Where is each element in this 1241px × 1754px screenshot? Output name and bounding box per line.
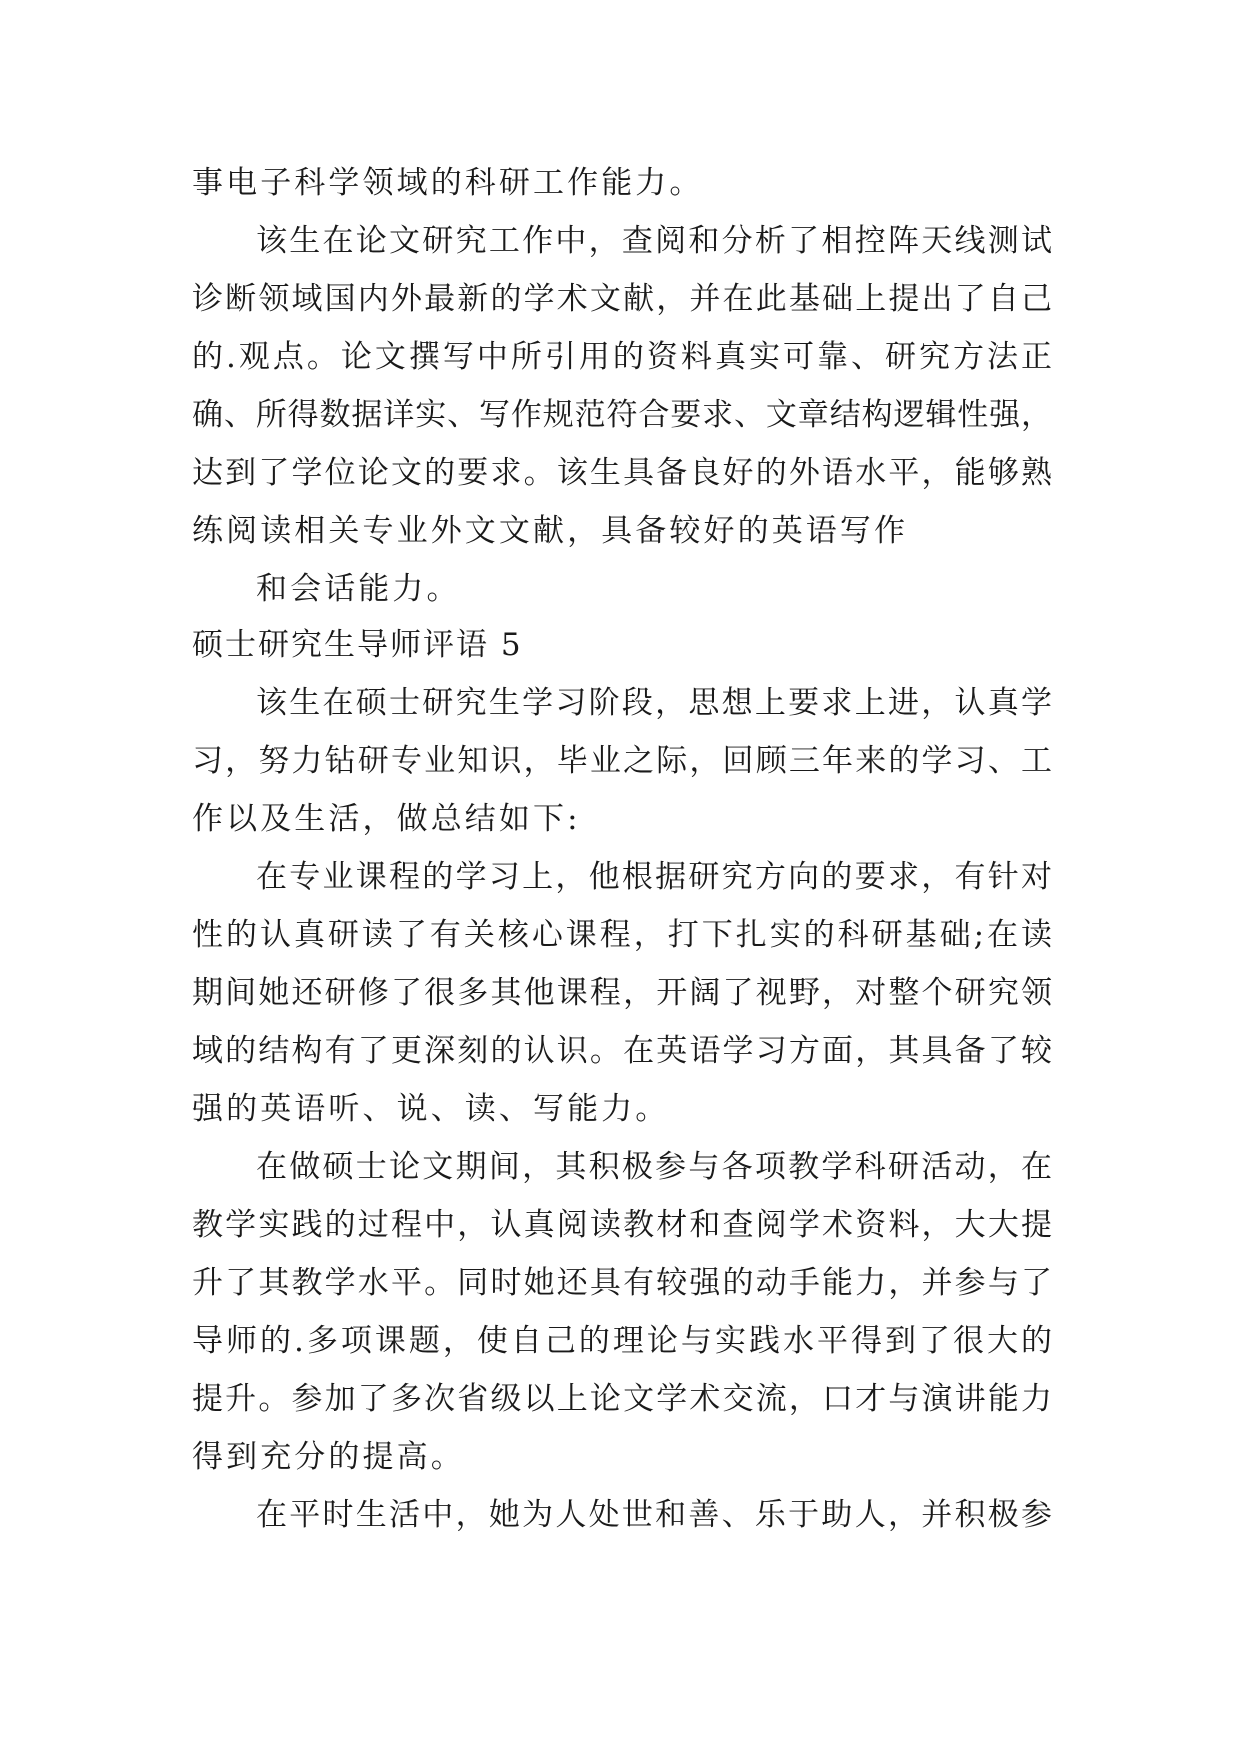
text-line: 强的英语听、说、读、写能力。	[192, 1091, 670, 1127]
text-line: 导师的.多项课题，使自己的理论与实践水平得到了很大的	[192, 1323, 1052, 1359]
text-line: 确、所得数据详实、写作规范符合要求、文章结构逻辑性强，	[192, 397, 1052, 433]
section-heading: 硕士研究生导师评语 5	[192, 627, 523, 663]
paragraph-first-line: 该生在硕士研究生学习阶段，思想上要求上进，认真学	[256, 685, 1052, 721]
paragraph-first-line: 在平时生活中，她为人处世和善、乐于助人，并积极参	[256, 1497, 1052, 1533]
text-line: 作以及生活，做总结如下:	[192, 801, 581, 837]
text-line: 事电子科学领域的科研工作能力。	[192, 165, 704, 201]
text-line: 练阅读相关专业外文文献，具备较好的英语写作	[192, 513, 909, 549]
paragraph-first-line: 在专业课程的学习上，他根据研究方向的要求，有针对	[256, 859, 1052, 895]
paragraph-first-line: 在做硕士论文期间，其积极参与各项教学科研活动，在	[256, 1149, 1052, 1185]
text-line: 升了其教学水平。同时她还具有较强的动手能力，并参与了	[192, 1265, 1052, 1301]
text-line: 诊断领域国内外最新的学术文献，并在此基础上提出了自己	[192, 281, 1052, 317]
text-line: 性的认真研读了有关核心课程，打下扎实的科研基础;在读	[192, 917, 1052, 953]
text-line: 的.观点。论文撰写中所引用的资料真实可靠、研究方法正	[192, 339, 1052, 375]
text-line: 域的结构有了更深刻的认识。在英语学习方面，其具备了较	[192, 1033, 1052, 1069]
text-line: 教学实践的过程中，认真阅读教材和查阅学术资料，大大提	[192, 1207, 1052, 1243]
text-line: 提升。参加了多次省级以上论文学术交流，口才与演讲能力	[192, 1381, 1052, 1417]
paragraph-first-line: 该生在论文研究工作中，查阅和分析了相控阵天线测试	[256, 223, 1052, 259]
text-line: 和会话能力。	[256, 571, 461, 607]
text-line: 得到充分的提高。	[192, 1439, 465, 1475]
text-line: 达到了学位论文的要求。该生具备良好的外语水平，能够熟	[192, 455, 1052, 491]
text-line: 期间她还研修了很多其他课程，开阔了视野，对整个研究领	[192, 975, 1052, 1011]
text-line: 习，努力钻研专业知识，毕业之际，回顾三年来的学习、工	[192, 743, 1052, 779]
